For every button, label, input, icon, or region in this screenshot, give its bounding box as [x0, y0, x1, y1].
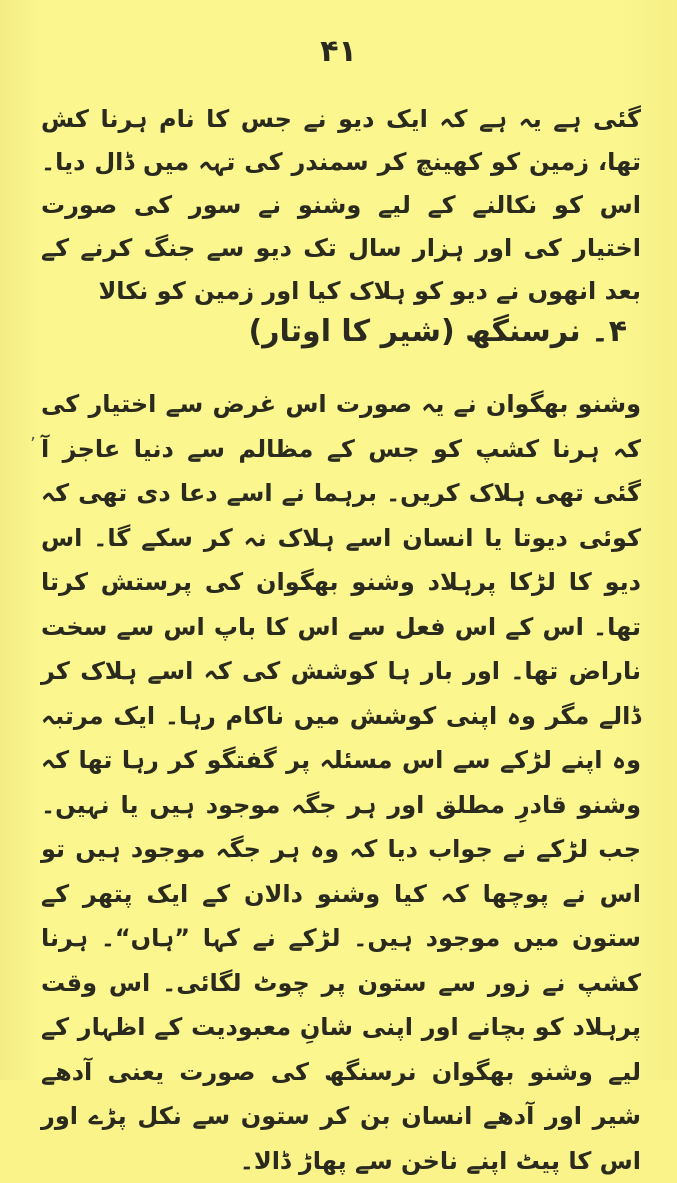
- paragraph-2: وشنو بھگوان نے یہ صورت اس غرض سے اختیار کی کہ ہرنا کشپ کو جس کے مظالم سے دنیا عاجز آ گئی تھی ہلاک کریں۔ برہما نے اسے دعا دی تھی کہ کوئی دیوتا یا انسان اسے ہلاک نہ کر سکے گا۔ اس دیو کا لڑکا پرہلاد وشنو بھگوان کی پرستش کرتا تھا۔ اس کے اس فعل سے اس کا باپ اس سے سخت ناراض تھا۔ اور بار ہا کوشش کی کہ اسے ہلاک کر ڈالے مگر وہ اپنی کوشش میں ناکام رہا۔ ایک مرتبہ وہ اپنے لڑکے سے اس مسئلہ پر گفتگو کر رہا تھا کہ وشنو قادرِ مطلق اور ہر جگہ موجود ہیں یا نہیں۔ جب لڑکے نے جواب دیا کہ وہ ہر جگہ موجود ہیں تو اس نے پوچھا کہ کیا وشنو دالان کے ایک پتھر کے ستون میں موجود ہیں۔ لڑکے نے کہا ”ہاں“۔ ہرنا کشپ نے زور سے ستون پر چوٹ لگائی۔ اس وقت پرہلاد کو بچانے اور اپنی شانِ معبودیت کے اظہار کے لیے وشنو بھگوان نرسنگھ کی صورت یعنی آدھے شیر اور آدھے انسان بن کر ستون سے نکل پڑے اور اس کا پیٹ اپنے ناخن سے پھاڑ ڈالا۔: [41, 390, 641, 1175]
- section-heading: ۴۔ نرسنگھ (شیر کا اوتار): [248, 314, 627, 349]
- page-number: ۴۱: [320, 34, 357, 69]
- paragraph-1: گئی ہے یہ ہے کہ ایک دیو نے جس کا نام ہرنا کش تھا، زمین کو کھینچ کر سمندر کی تہہ میں ڈال دیا۔ اس کو نکالنے کے لیے وشنو نے سور کی صورت اختیار کی اور ہزار سال تک دیو سے جنگ کرنے کے بعد انھوں نے دیو کو ہلاک کیا اور زمین کو نکالا: [41, 105, 641, 305]
- margin-mark: ʼ: [30, 434, 36, 455]
